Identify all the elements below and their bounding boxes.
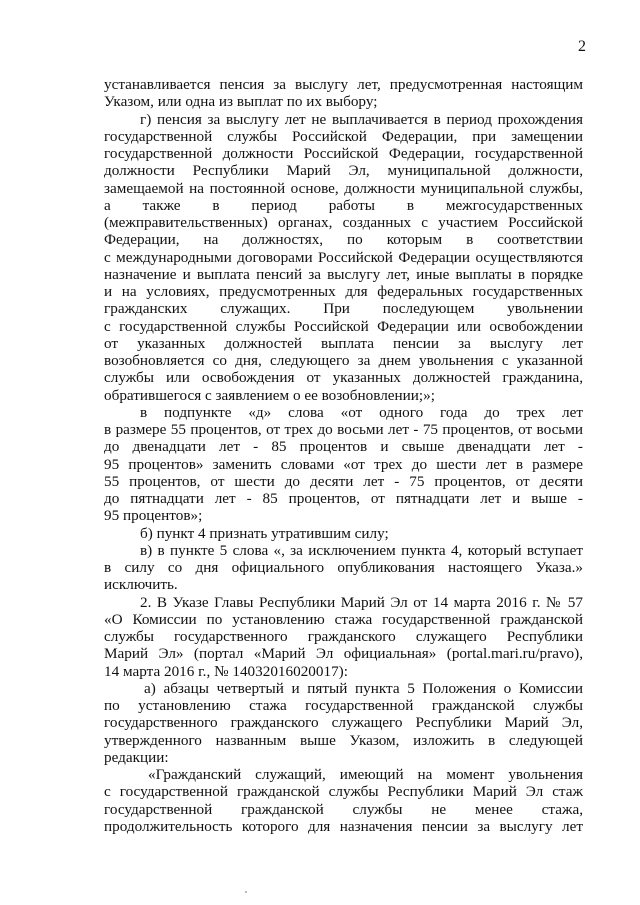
text-line: «Гражданский служащий, имеющий на момент увольнения: [148, 766, 583, 783]
text-line: 2. В Указе Главы Республики Марий Эл от 14 марта 2016 г. № 57: [140, 593, 583, 611]
text-line: до двенадцати лет - 85 процентов и свыше двенадцати лет -: [104, 438, 583, 456]
text-line: возобновляется со дня, следующего за днем увольнения с указанной: [104, 352, 583, 369]
text-line: редакции:: [104, 748, 169, 766]
text-line: устанавливается пенсия за выслугу лет, предусмотренная настоящим: [104, 76, 583, 93]
text-line: продолжительность которого для назначения пенсии за выслугу лет: [104, 817, 583, 835]
text-line: г) пенсия за выслугу лет не выплачивается в период прохождения: [140, 110, 583, 128]
text-line: государственной гражданской службы не менее стажа,: [104, 800, 583, 818]
text-line: 95 процентов» заменить словами «от трех до шести лет в размере: [104, 455, 583, 473]
text-line: государственной службы Российской Федерации, при замещении: [104, 127, 583, 145]
text-line: гражданских служащих. При последующем увольнении: [104, 300, 583, 318]
page-number: 2: [578, 38, 586, 55]
text-line: 14 марта 2016 г., № 14032016020017):: [104, 662, 348, 680]
text-line: в размере 55 процентов, от трех до восьми лет - 75 процентов, от восьми: [104, 421, 583, 438]
text-line: 55 процентов, от шести до десяти лет - 75 процентов, от десяти: [104, 472, 583, 490]
text-line: «О Комиссии по установлению стажа государственной гражданской: [104, 610, 583, 628]
text-line: государственной должности Российской Федерации, государственной: [104, 145, 583, 162]
text-line: в силу со дня официального опубликования настоящего Указа.»: [104, 559, 583, 576]
text-line: и на условиях, предусмотренных для федеральных государственных: [104, 283, 583, 300]
text-line: с государственной службы Российской Федерации или освобождении: [104, 317, 583, 335]
text-line: от указанных должностей выплата пенсии за выслугу лет: [104, 334, 583, 352]
scan-speck: [245, 891, 247, 893]
text-line: а также в период работы в межгосударственных: [104, 196, 583, 214]
text-line: б) пункт 4 признать утратившим силу;: [140, 524, 389, 542]
text-line: в подпункте «д» слова «от одного года до трех лет: [140, 403, 583, 421]
text-line: обратившегося с заявлением о ее возобновлении;»;: [104, 386, 435, 404]
text-line: государственного гражданского служащего Республики Марий Эл,: [104, 714, 583, 732]
text-line: с государственной гражданской службы Республики Марий Эл стаж: [104, 783, 583, 801]
text-line: Марий Эл» (портал «Марий Эл официальная» (portal.mari.ru/pravo),: [104, 645, 583, 663]
text-line: (межправительственных) органах, созданных с участием Российской: [104, 214, 583, 231]
text-line: по установлению стажа государственной гражданской службы: [104, 697, 583, 714]
text-line: до пятнадцати лет - 85 процентов, от пятнадцати лет и выше -: [104, 490, 583, 507]
text-line: в) в пункте 5 слова «, за исключением пункта 4, который вступает: [140, 541, 583, 559]
text-line: с международными договорами Российской Федерации осуществляются: [104, 248, 583, 266]
text-line: Указом, или одна из выплат по их выбору;: [104, 93, 378, 111]
text-line: службы государственного гражданского служащего Республики: [104, 628, 583, 645]
document-body: [104, 76, 583, 835]
text-line: исключить.: [104, 576, 178, 594]
text-line: службы или освобождения от указанных должностей гражданина,: [104, 369, 583, 387]
text-line: 95 процентов»;: [104, 507, 203, 525]
text-line: Федерации, на должностях, по которым в соответствии: [104, 231, 583, 249]
text-line: назначение и выплата пенсий за выслугу лет, иные выплаты в порядке: [104, 265, 583, 283]
text-line: утвержденного названным выше Указом, изложить в следующей: [104, 731, 583, 749]
text-line: замещаемой на постоянной основе, должности муниципальной службы,: [104, 179, 583, 197]
text-line: должности Республики Марий Эл, муниципальной должности,: [104, 162, 583, 180]
text-line: а) абзацы четвертый и пятый пункта 5 Положения о Комиссии: [144, 679, 583, 697]
